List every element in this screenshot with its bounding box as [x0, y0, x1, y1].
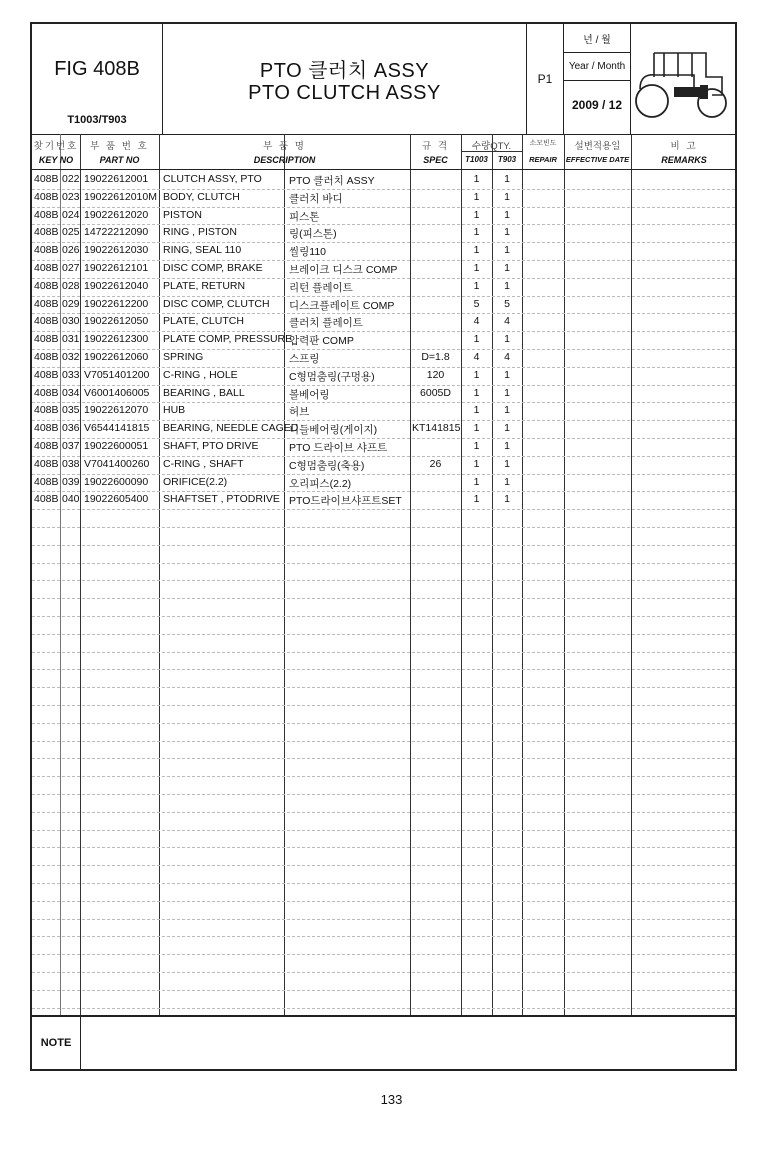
- empty-row: [32, 527, 735, 546]
- row-desc-kr: 허브: [289, 406, 310, 419]
- figure-number: FIG 408B: [54, 58, 140, 80]
- table-row: [32, 224, 735, 243]
- col-eff-en: EFFECTIVE DATE: [565, 155, 630, 164]
- row-part-no: V7041400260: [84, 457, 150, 470]
- row-qty-t1003: 1: [473, 440, 480, 452]
- table-row: [32, 474, 735, 493]
- row-desc-en: RING , PISTON: [163, 226, 237, 239]
- row-part-no: 14722212090: [84, 226, 149, 239]
- empty-row: [32, 794, 735, 813]
- row-desc-en: C-RING , HOLE: [163, 368, 238, 381]
- page-number: 133: [380, 1092, 403, 1107]
- row-desc-kr: 압력판 COMP: [289, 335, 354, 348]
- empty-row: [32, 776, 735, 795]
- figure-box: [32, 24, 163, 134]
- table-row: [32, 438, 735, 457]
- row-fig-prefix: 408B: [34, 493, 59, 506]
- table-row: [32, 367, 735, 386]
- empty-row: [32, 545, 735, 564]
- row-fig-prefix: 408B: [34, 440, 59, 452]
- row-fig-prefix: 408B: [34, 262, 59, 274]
- row-desc-kr: PTO드라이브샤프트SET: [289, 495, 402, 508]
- row-qty-t1003: 1: [473, 244, 480, 257]
- year-month-value: 2009 / 12: [571, 98, 623, 112]
- year-month-label-en: Year / Month: [564, 52, 630, 81]
- row-fig-prefix: 408B: [34, 422, 59, 435]
- row-part-no: 19022612001: [84, 173, 149, 185]
- table-row: [32, 260, 735, 279]
- table-row: [32, 420, 735, 439]
- row-qty-t1003: 1: [473, 333, 480, 346]
- row-desc-kr: PTO 클러치 ASSY: [289, 175, 375, 187]
- row-desc-kr: 링(피스톤): [289, 228, 337, 241]
- col-part-en: PART NO: [99, 155, 140, 165]
- row-desc-kr: PTO 드라이브 샤프트: [289, 442, 388, 454]
- row-fig-prefix: 408B: [34, 351, 59, 363]
- title-box: [163, 24, 527, 134]
- row-qty-t1003: 1: [473, 262, 480, 274]
- row-part-no: 19022605400: [84, 493, 149, 506]
- empty-row: [32, 883, 735, 902]
- table-row: [32, 385, 735, 404]
- row-fig-prefix: 408B: [34, 315, 59, 328]
- empty-row: [32, 972, 735, 991]
- table-row: [32, 313, 735, 332]
- row-fig-prefix: 408B: [34, 297, 59, 310]
- table-row: [32, 456, 735, 475]
- row-part-no: 19022600051: [84, 440, 149, 452]
- row-fig-prefix: 408B: [34, 368, 59, 381]
- empty-row: [32, 847, 735, 866]
- empty-row: [32, 990, 735, 1009]
- empty-row: [32, 865, 735, 884]
- row-desc-kr: 브레이크 디스크 COMP: [289, 264, 398, 276]
- row-part-no: V6544141815: [84, 422, 150, 435]
- row-qty-t903: 1: [504, 404, 510, 417]
- col-eff-kr: 설변적용일: [574, 141, 621, 152]
- row-qty-t1003: 1: [473, 190, 480, 203]
- col-part-kr: 부 품 번 호: [90, 141, 149, 152]
- page-code: P1: [537, 72, 553, 86]
- col-repair-kr: 소모빈도: [529, 140, 557, 147]
- row-desc-kr: 스프링: [289, 353, 320, 365]
- col-qty-t903: T903: [497, 155, 517, 164]
- row-spec: 120: [426, 368, 445, 381]
- row-qty-t903: 4: [504, 351, 510, 363]
- row-qty-t1003: 1: [473, 422, 480, 435]
- col-qty-kr: 수량QTY.: [471, 141, 512, 152]
- row-qty-t1003: 5: [473, 297, 480, 310]
- row-desc-kr: 리턴 플레이트: [289, 281, 353, 294]
- row-qty-t903: 1: [504, 244, 510, 257]
- empty-row: [32, 705, 735, 724]
- empty-row: [32, 723, 735, 742]
- row-desc-kr: C형멈춤링(구멍용): [289, 370, 375, 383]
- row-desc-en: SHAFT, PTO DRIVE: [163, 440, 259, 452]
- row-part-no: V6001406005: [84, 386, 150, 399]
- row-desc-kr: 오리피스(2.2): [289, 477, 352, 490]
- col-key-kr: 찾기번호: [33, 141, 79, 152]
- row-fig-prefix: 408B: [34, 244, 59, 257]
- table-row: [32, 207, 735, 226]
- row-key-no: 026: [62, 244, 80, 257]
- table-row: [32, 242, 735, 261]
- row-qty-t1003: 1: [473, 279, 480, 292]
- table-row: [32, 278, 735, 297]
- row-desc-kr: 디스크플레이트 COMP: [289, 299, 395, 312]
- row-desc-kr: 클러치 바디: [289, 192, 343, 205]
- table-row: [32, 171, 735, 190]
- row-qty-t1003: 1: [473, 208, 480, 221]
- row-fig-prefix: 408B: [34, 190, 59, 203]
- row-desc-kr: 클러치 플레이트: [289, 317, 363, 330]
- row-qty-t903: 1: [504, 475, 510, 488]
- table-row: [32, 349, 735, 368]
- row-key-no: 030: [62, 315, 80, 328]
- row-desc-en: BEARING , BALL: [163, 386, 245, 399]
- row-key-no: 022: [62, 173, 80, 185]
- row-part-no: 19022612200: [84, 297, 149, 310]
- note-box: [32, 1015, 735, 1069]
- row-desc-en: SHAFTSET , PTODRIVE: [163, 493, 280, 506]
- row-qty-t1003: 1: [473, 386, 480, 399]
- row-fig-prefix: 408B: [34, 404, 59, 417]
- row-key-no: 040: [62, 493, 80, 506]
- title-korean: PTO 클러치 ASSY: [259, 60, 430, 82]
- row-part-no: 19022612050: [84, 315, 149, 328]
- row-qty-t1003: 1: [473, 368, 480, 381]
- row-qty-t903: 4: [504, 315, 510, 328]
- row-fig-prefix: 408B: [34, 226, 59, 239]
- empty-row: [32, 954, 735, 973]
- empty-row: [32, 580, 735, 599]
- row-desc-kr: 씰링110: [289, 246, 327, 259]
- row-fig-prefix: 408B: [34, 386, 59, 399]
- empty-row: [32, 758, 735, 777]
- row-desc-kr: C형멈춤링(축용): [289, 459, 365, 472]
- empty-row: [32, 563, 735, 582]
- row-desc-en: C-RING , SHAFT: [163, 457, 244, 470]
- col-desc-en: DESCRIPTION: [253, 155, 316, 165]
- row-qty-t903: 1: [504, 493, 510, 506]
- row-qty-t903: 1: [504, 208, 510, 221]
- row-qty-t903: 1: [504, 226, 510, 239]
- row-spec: KT141815: [412, 422, 461, 435]
- empty-row: [32, 919, 735, 938]
- row-fig-prefix: 408B: [34, 279, 59, 292]
- row-desc-kr: 니들베어링(게이지): [289, 424, 378, 437]
- row-spec: 26: [429, 457, 442, 470]
- col-remarks-kr: 비 고: [670, 141, 698, 152]
- row-key-no: 025: [62, 226, 80, 239]
- tractor-image-box: [631, 24, 737, 134]
- empty-row: [32, 598, 735, 617]
- row-qty-t1003: 1: [473, 226, 480, 239]
- row-qty-t1003: 4: [473, 351, 480, 363]
- row-part-no: 19022612101: [84, 262, 149, 274]
- row-qty-t903: 1: [504, 173, 510, 185]
- row-part-no: 19022612300: [84, 333, 149, 346]
- row-key-no: 023: [62, 190, 80, 203]
- row-desc-en: PLATE, CLUTCH: [163, 315, 244, 328]
- row-qty-t1003: 1: [473, 173, 480, 185]
- row-qty-t1003: 1: [473, 493, 480, 506]
- row-desc-en: HUB: [163, 404, 186, 417]
- column-header-separator: [32, 169, 735, 170]
- row-part-no: 19022612070: [84, 404, 149, 417]
- header-separator: [32, 134, 735, 135]
- empty-row: [32, 936, 735, 955]
- row-qty-t903: 1: [504, 386, 510, 399]
- parts-sheet: [30, 22, 737, 1071]
- empty-row: [32, 652, 735, 671]
- col-remarks-en: REMARKS: [661, 155, 707, 165]
- empty-row: [32, 509, 735, 528]
- row-qty-t903: 1: [504, 440, 510, 452]
- row-desc-en: RING, SEAL 110: [163, 244, 242, 257]
- row-desc-en: PLATE, RETURN: [163, 279, 246, 292]
- row-qty-t903: 1: [504, 368, 510, 381]
- row-part-no: 19022612060: [84, 351, 149, 363]
- row-key-no: 038: [62, 457, 80, 470]
- row-spec: 6005D: [420, 386, 451, 399]
- col-spec-kr: 규 격: [422, 141, 449, 152]
- empty-row: [32, 634, 735, 653]
- row-desc-en: BEARING, NEEDLE CAGED: [163, 422, 299, 435]
- table-row: [32, 402, 735, 421]
- note-label: NOTE: [32, 1017, 81, 1069]
- row-key-no: 037: [62, 440, 80, 452]
- row-desc-en: DISC COMP, BRAKE: [163, 262, 263, 274]
- col-spec-en: SPEC: [423, 155, 448, 165]
- row-key-no: 039: [62, 475, 80, 488]
- row-qty-t1003: 1: [473, 404, 480, 417]
- table-row: [32, 491, 735, 510]
- row-fig-prefix: 408B: [34, 475, 59, 488]
- row-part-no: 19022600090: [84, 475, 149, 488]
- col-key-en: KEY NO: [38, 155, 74, 165]
- row-fig-prefix: 408B: [34, 208, 59, 221]
- row-desc-en: BODY, CLUTCH: [163, 190, 240, 203]
- row-part-no: V7051401200: [84, 368, 150, 381]
- row-spec: D=1.8: [421, 351, 450, 363]
- row-desc-en: SPRING: [163, 351, 204, 363]
- row-fig-prefix: 408B: [34, 457, 59, 470]
- table-row: [32, 189, 735, 208]
- row-desc-en: CLUTCH ASSY, PTO: [163, 173, 262, 185]
- empty-row: [32, 687, 735, 706]
- row-qty-t1003: 1: [473, 475, 480, 488]
- row-desc-en: DISC COMP, CLUTCH: [163, 297, 270, 310]
- row-qty-t903: 5: [504, 297, 510, 310]
- col-repair-en: REPAIR: [529, 155, 557, 164]
- tractor-icon: [634, 29, 734, 129]
- empty-row: [32, 901, 735, 920]
- row-key-no: 032: [62, 351, 80, 363]
- empty-row: [32, 669, 735, 688]
- row-desc-kr: 피스톤: [289, 210, 320, 223]
- row-qty-t1003: 1: [473, 457, 480, 470]
- empty-row: [32, 812, 735, 831]
- title-english: PTO CLUTCH ASSY: [248, 82, 441, 104]
- row-key-no: 029: [62, 297, 80, 310]
- row-part-no: 19022612040: [84, 279, 149, 292]
- row-desc-kr: 볼베어링: [289, 388, 330, 401]
- row-part-no: 19022612030: [84, 244, 149, 257]
- row-qty-t903: 1: [504, 262, 510, 274]
- row-key-no: 034: [62, 386, 80, 399]
- row-key-no: 036: [62, 422, 80, 435]
- row-part-no: 19022612020: [84, 208, 149, 221]
- empty-row: [32, 830, 735, 849]
- row-key-no: 027: [62, 262, 80, 274]
- year-month-box: [564, 24, 631, 134]
- row-qty-t903: 1: [504, 190, 510, 203]
- row-fig-prefix: 408B: [34, 333, 59, 346]
- row-qty-t903: 1: [504, 422, 510, 435]
- model-list: T1003/T903: [67, 114, 127, 126]
- row-key-no: 028: [62, 279, 80, 292]
- col-qty-t1003: T1003: [465, 155, 488, 164]
- row-fig-prefix: 408B: [34, 173, 59, 185]
- row-qty-t1003: 4: [473, 315, 480, 328]
- row-desc-en: PISTON: [163, 208, 202, 221]
- row-qty-t903: 1: [504, 457, 510, 470]
- table-row: [32, 296, 735, 315]
- col-desc-kr: 부 품 명: [263, 141, 306, 152]
- row-key-no: 024: [62, 208, 80, 221]
- qty-split-line: [461, 151, 522, 152]
- row-key-no: 035: [62, 404, 80, 417]
- row-qty-t903: 1: [504, 333, 510, 346]
- row-qty-t903: 1: [504, 279, 510, 292]
- row-desc-en: PLATE COMP, PRESSURE: [163, 333, 293, 346]
- year-month-label-kr: 년 / 월: [564, 24, 630, 53]
- empty-row: [32, 616, 735, 635]
- row-desc-en: ORIFICE(2.2): [163, 475, 228, 488]
- row-part-no: 19022612010M: [84, 190, 157, 203]
- row-key-no: 033: [62, 368, 80, 381]
- table-row: [32, 331, 735, 350]
- row-key-no: 031: [62, 333, 80, 346]
- empty-row: [32, 741, 735, 760]
- page-code-box: [527, 24, 564, 134]
